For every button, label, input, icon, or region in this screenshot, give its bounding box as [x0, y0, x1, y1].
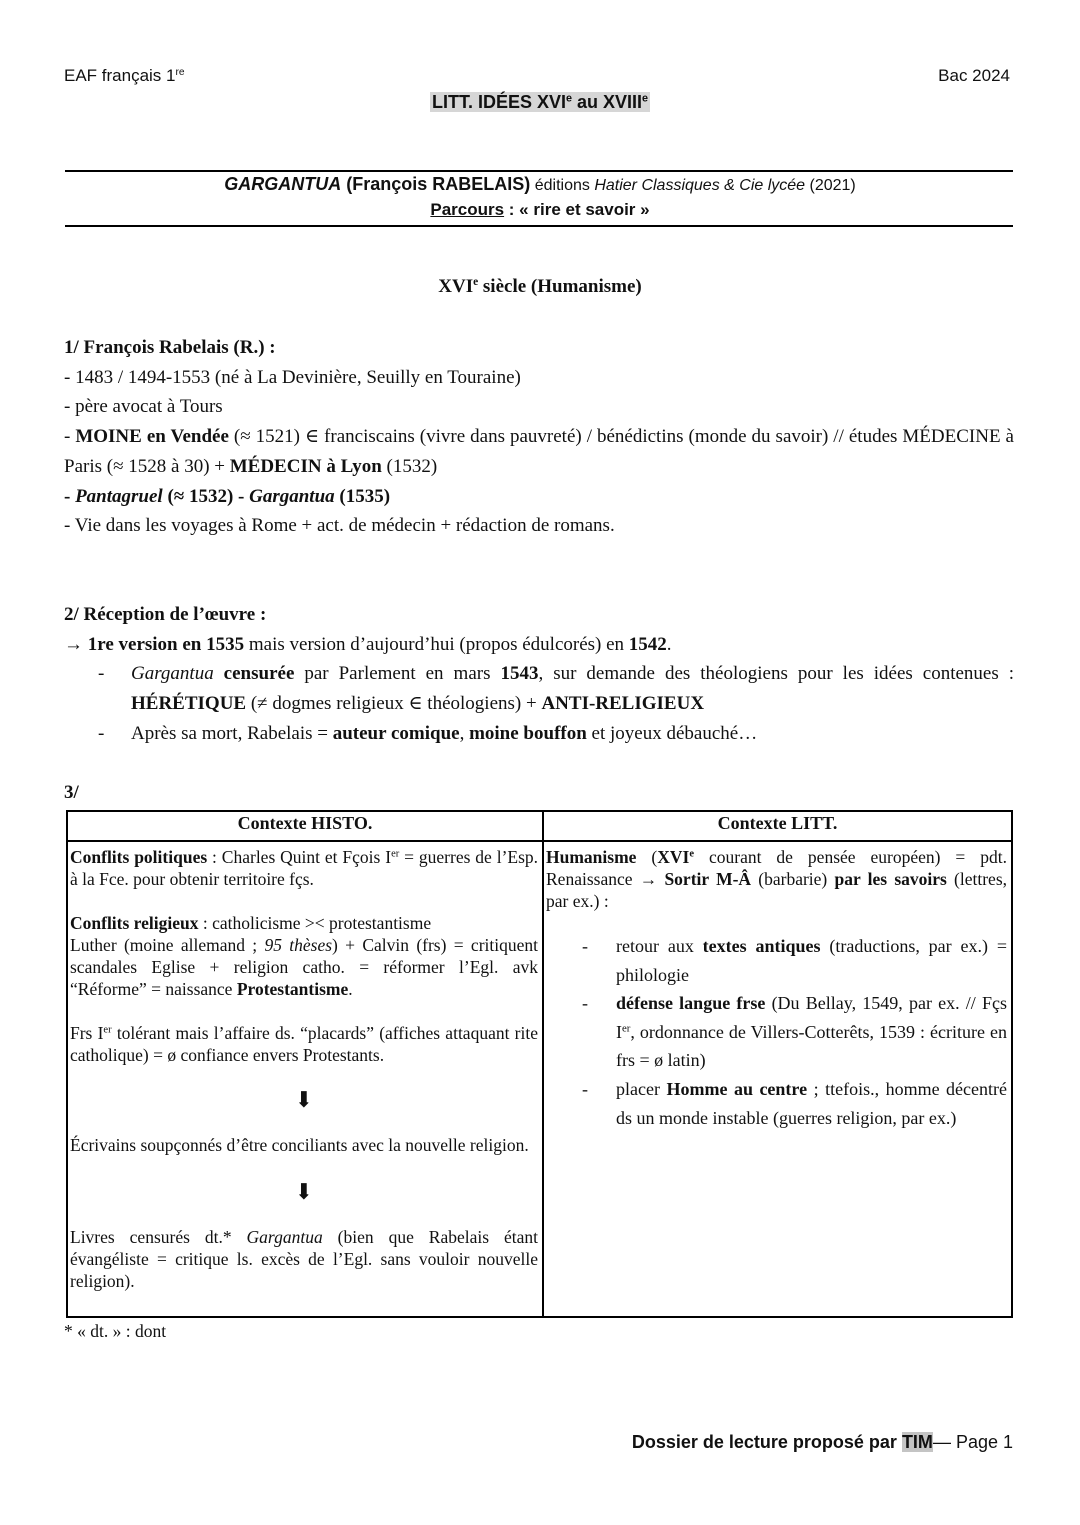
title-part-b: au XVIII [572, 92, 643, 112]
item-dash: - [582, 936, 588, 956]
book-title: GARGANTUA [224, 174, 342, 194]
exam-label: Bac 2024 [938, 66, 1010, 85]
century-b: siècle (Humanisme) [478, 276, 642, 297]
footnote: * « dt. » : dont [64, 1321, 167, 1341]
document-title-highlight [430, 92, 650, 112]
ri2-text: (Du Bellay, 1549, par ex. // Fçs I [616, 993, 1008, 1042]
section-3-title: 3/ [64, 782, 79, 803]
career-year: (1532) [381, 455, 438, 477]
down-arrow-icon: ⬇ [294, 1179, 314, 1204]
litt-item-textes-antiques [582, 932, 1007, 989]
reception-intro [64, 630, 1014, 660]
b1-year: 1543 [500, 663, 539, 685]
bio-line-father: - père avocat à Tours [64, 396, 223, 418]
bullet-dash: - [98, 663, 105, 685]
header-histo: Contexte HISTO. [67, 811, 543, 841]
histo-writers-suspected: Écrivains soupçonnés d’être conciliants avec la nouvelle religion. [70, 1135, 529, 1155]
ri3-bold: Homme au centre [666, 1078, 808, 1099]
humanisme-text: courant de pensée européen) = pdt. Renaissance → [546, 847, 1008, 889]
bottom-divider [65, 225, 1013, 227]
reception-bullet-after-death [64, 719, 1014, 749]
b2-end: et joyeux débauché… [586, 722, 758, 744]
intro-first-version: → 1re version en 1535 [64, 633, 245, 655]
humanisme-end: (lettres, par ex.) : [546, 869, 1008, 911]
career-monk: MOINE en Vendée [75, 426, 229, 448]
editions-name: Hatier Classiques & Cie lycée [594, 177, 806, 194]
histo-books-censored [70, 1226, 538, 1296]
censored-gargantua: Gargantua [246, 1227, 323, 1247]
b1-text: par Parlement en mars [294, 663, 501, 685]
title-sup-2: e [642, 92, 649, 105]
section-1 [64, 333, 1014, 541]
b1-text-3: (≠ dogmes religieux ∈ théologiens) + [246, 693, 542, 715]
placards-sup: er [103, 1024, 112, 1036]
religious-text: : catholicisme >< protestantisme [198, 913, 432, 933]
context-table-header [67, 811, 1012, 841]
humanisme-savoirs: par les savoirs [834, 869, 947, 889]
b2-text: Après sa mort, Rabelais = [131, 722, 333, 744]
section-1-title-suffix: (R.) : [228, 337, 276, 358]
histo-political [70, 846, 538, 890]
humanisme-sup: e [689, 848, 695, 860]
course-label [64, 66, 185, 86]
top-divider [65, 170, 1013, 172]
works-gargantua: Gargantua [249, 485, 335, 507]
religious-calvin: ) + Calvin (frs) = critiquent scandales Eglise + religion catho. = réformer l’Egl. avk “Réforme” = naissance [70, 935, 538, 999]
humanisme-paren: ( [636, 847, 658, 867]
placards-text: tolérant mais l’affaire ds. “placards” (affiches attaquant rite catholique) = ø confiance envers Protestants. [70, 1023, 538, 1065]
humanisme-barbarie: (barbarie) [751, 869, 835, 889]
censored-text-2: (bien que Rabelais étant évangéliste = critique ls. excès de l’Egl. sans vouloir nouvelle religion). [70, 1227, 538, 1291]
censored-text: Livres censurés dt.* [70, 1227, 247, 1247]
bio-line-life: - Vie dans les voyages à Rome + act. de médecin + rédaction de romans. [64, 515, 615, 537]
b1-heretique: HÉRÉTIQUE [131, 693, 247, 715]
editions-year: (2021) [805, 177, 856, 194]
section-1-title [64, 333, 1014, 363]
ri3-text: placer [616, 1078, 667, 1099]
career-dash: - [64, 426, 76, 448]
editions-prefix: éditions [530, 177, 595, 194]
b2-comic: auteur comique [332, 722, 460, 744]
footer-prefix: Dossier de lecture proposé par [631, 1432, 902, 1452]
political-label: Conflits politiques [70, 847, 208, 867]
footer-author: TIM [901, 1432, 933, 1452]
political-text: : Charles Quint et Fçois I [207, 847, 392, 867]
footer-page: — Page 1 [932, 1432, 1013, 1452]
religious-label: Conflits religieux [70, 913, 199, 933]
b1-anti-religieux: ANTI-RELIGIEUX [541, 693, 705, 715]
ri3-text-2: ; ttefois., homme décentré ds un monde instable (guerres religion, par ex.) [616, 1078, 1008, 1128]
parcours-line [0, 200, 1080, 220]
book-info [0, 174, 1080, 195]
reception-bullet-censure [64, 659, 1014, 718]
political-text-2: = guerres de l’Esp. à la Fce. pour obtenir territoire fçs. [70, 847, 539, 889]
bio-line-works [64, 482, 1014, 512]
bio-line-dates: - 1483 / 1494-1553 (né à La Devinière, Seuilly en Touraine) [64, 366, 521, 388]
histo-placards [70, 1022, 538, 1066]
section-1-title-bold: 1/ François Rabelais [64, 337, 229, 358]
litt-item-homme [582, 1075, 1007, 1132]
book-author: (François RABELAIS) [341, 174, 531, 194]
down-arrow-icon: ⬇ [294, 1087, 314, 1112]
works-year: (1535) [334, 485, 391, 507]
intro-text: mais version d’aujourd’hui (propos édulcorés) en [244, 633, 629, 655]
career-text: (≈ 1521) ∈ franciscains (vivre dans pauvreté) / bénédictins (monde du savoir) // études MÉDECINE à Paris (≈ 1528 à 30) + [64, 426, 1014, 477]
course-label-sup: re [175, 66, 185, 78]
ri1-bold: textes antiques [702, 936, 821, 956]
religious-protestantisme: Protestantisme [236, 979, 349, 999]
political-sup: er [391, 848, 400, 860]
b1-gargantua: Gargantua [131, 663, 214, 685]
b2-monk: moine bouffon [469, 722, 587, 744]
religious-period: . [348, 979, 353, 999]
parcours-text: : « rire et savoir » [504, 200, 650, 219]
religious-luther: Luther (moine allemand ; [70, 935, 265, 955]
b1-censuree: censurée [213, 663, 295, 685]
ri2-bold: défense langue frse [616, 993, 766, 1014]
intro-year: 1542 [628, 633, 667, 655]
histo-cell [67, 841, 543, 1317]
item-dash: - [582, 1078, 588, 1099]
century-a: XVI [438, 276, 474, 297]
litt-cell [543, 841, 1012, 1317]
b1-text-2: , sur demande des théologiens pour les idées contenues : [538, 663, 1015, 685]
header-litt: Contexte LITT. [543, 811, 1012, 841]
litt-humanisme [546, 846, 1007, 912]
ri2-sup: er [622, 1022, 631, 1035]
career-doctor: MÉDECIN à Lyon [229, 455, 382, 477]
placards-frs: Frs I [70, 1023, 104, 1043]
religious-95-theses: 95 thèses [264, 935, 333, 955]
bullet-dash: - [98, 722, 105, 744]
ri1-text-2: (traductions, par ex.) = philologie [616, 936, 1008, 985]
humanisme-century: XVI [657, 847, 690, 867]
title-part-a: LITT. IDÉES XVI [431, 92, 566, 112]
ri2-text-2: , ordonnance de Villers-Cotterêts, 1539 : écriture en frs = ø latin) [616, 1021, 1007, 1071]
b2-comma: , [459, 722, 470, 744]
parcours-label: Parcours [430, 200, 505, 219]
humanisme-label: Humanisme [546, 847, 637, 867]
section-2-title: 2/ Réception de l’œuvre : [64, 604, 267, 625]
ri1-text: retour aux [616, 936, 703, 956]
works-pantagruel: Pantagruel [75, 485, 163, 507]
humanisme-sortir: Sortir M-Â [664, 869, 752, 889]
litt-list [546, 932, 1007, 1132]
title-sup-1: e [565, 92, 572, 105]
section-2 [64, 600, 1014, 749]
item-dash: - [582, 993, 588, 1014]
intro-period: . [666, 633, 672, 655]
works-dash: - [64, 485, 76, 507]
document-title [0, 92, 1080, 113]
works-sep: (≈ 1532) - [162, 485, 250, 507]
century-heading [0, 276, 1080, 298]
context-table [66, 810, 1013, 1318]
page-footer [632, 1432, 1013, 1453]
context-table-row [67, 841, 1012, 1317]
litt-item-langue [582, 989, 1007, 1075]
century-sup: e [473, 276, 479, 289]
bio-line-career [64, 422, 1014, 481]
course-label-text: EAF français 1 [64, 66, 176, 85]
histo-religious [70, 912, 538, 1000]
